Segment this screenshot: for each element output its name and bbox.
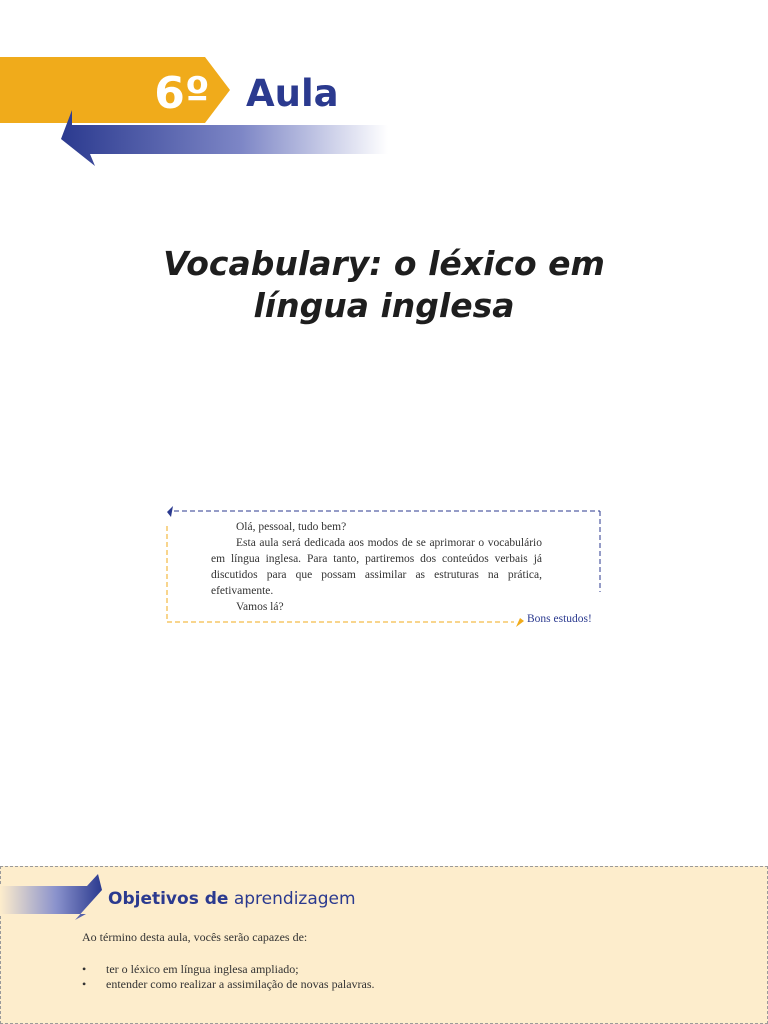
objectives-intro: Ao término desta aula, vocês serão capazes de: <box>82 930 308 944</box>
list-item: • entender como realizar a assimilação de novas palavras. <box>82 977 375 992</box>
objectives-list <box>82 962 375 992</box>
greeting-paragraph: Esta aula será dedicada aos modos de se aprimorar o vocabulário em língua inglesa. Para tanto, partiremos dos conteúdos verbais já discutidos para que possam assimilar as estruturas na prática, efetivamente. <box>211 537 542 597</box>
list-item: • ter o léxico em língua inglesa ampliado; <box>82 962 375 977</box>
title-line-2: língua inglesa <box>253 286 515 325</box>
greeting-paragraph: Olá, pessoal, tudo bem? <box>236 521 347 533</box>
arrow-left-icon <box>58 110 388 168</box>
objectives-arrow-icon <box>0 874 104 922</box>
objectives-heading-strong: Objetivos de <box>108 889 229 909</box>
lesson-label: Aula <box>246 72 339 115</box>
objectives-heading-light: aprendizagem <box>233 889 356 909</box>
lesson-number: 6º <box>154 68 210 119</box>
signoff-text: Bons estudos! <box>527 613 592 625</box>
greeting-paragraph: Vamos lá? <box>236 601 284 613</box>
title-line-1: Vocabulary: o léxico em <box>163 244 605 283</box>
objectives-heading <box>108 886 356 912</box>
page-title <box>120 243 648 327</box>
greeting-text <box>211 519 542 615</box>
